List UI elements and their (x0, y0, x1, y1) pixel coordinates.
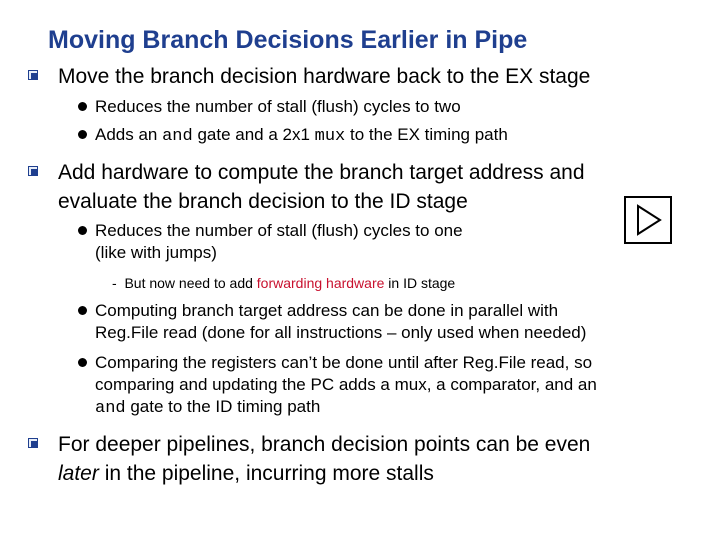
code-and: and (162, 127, 193, 146)
bullet-line: evaluate the branch decision to the ID stage (58, 190, 468, 213)
dot-bullet-icon (78, 306, 87, 315)
dot-bullet-icon (78, 130, 87, 139)
bullet-text (58, 158, 708, 216)
bullet-text (58, 430, 708, 488)
text-segment: gate and a 2x1 (192, 125, 315, 144)
text-segment: Adds an (95, 125, 163, 144)
play-button[interactable] (624, 196, 672, 244)
square-bullet-icon (28, 166, 38, 176)
sub-bullet-text: Reduces the number of stall (flush) cycles to two (95, 97, 461, 116)
sub-bullet-line: comparing and updating the PC adds a mux, a comparator, and an (95, 375, 597, 394)
text-segment: But now need to add (124, 275, 257, 291)
text-segment: gate to the ID timing path (125, 397, 321, 416)
bullet-add-hardware (28, 158, 708, 216)
play-icon (626, 198, 670, 242)
bullet-line: For deeper pipelines, branch decision points can be even (58, 433, 591, 456)
sub-bullet-text (95, 124, 698, 148)
slide-title: Moving Branch Decisions Earlier in Pipe (48, 26, 528, 54)
sub-bullet-line: Computing branch target address can be done in parallel with (95, 301, 559, 320)
italic-later: later (58, 462, 99, 485)
square-bullet-icon (28, 70, 38, 80)
bullet-deeper-pipelines (28, 430, 708, 488)
text-segment: in the pipeline, incurring more stalls (98, 462, 434, 485)
highlight-forwarding-hardware: forwarding hardware (256, 275, 385, 291)
sub-bullet-text (95, 220, 598, 264)
dot-bullet-icon (78, 102, 87, 111)
dash-marker: - (112, 275, 117, 291)
bullet-line: Add hardware to compute the branch target address and (58, 161, 585, 184)
sub-bullet-line: Reg.File read (done for all instructions – only used when needed) (95, 323, 587, 342)
dot-bullet-icon (78, 226, 87, 235)
sub-bullet-text (95, 352, 698, 420)
text-segment: in ID stage (384, 275, 456, 291)
dash-forwarding-note (112, 274, 455, 293)
sub-bullet-line: (like with jumps) (95, 243, 217, 262)
sub-bullet-line: Comparing the registers can’t be done until after Reg.File read, so (95, 353, 593, 372)
sub-bullet-text (95, 300, 698, 344)
text-segment: to the EX timing path (345, 125, 508, 144)
bullet-text: Move the branch decision hardware back to the EX stage (58, 65, 591, 88)
code-mux: mux (314, 127, 346, 146)
code-and: and (95, 399, 126, 418)
dot-bullet-icon (78, 358, 87, 367)
square-bullet-icon (28, 438, 38, 448)
sub-bullet-line: Reduces the number of stall (flush) cycles to one (95, 221, 463, 240)
